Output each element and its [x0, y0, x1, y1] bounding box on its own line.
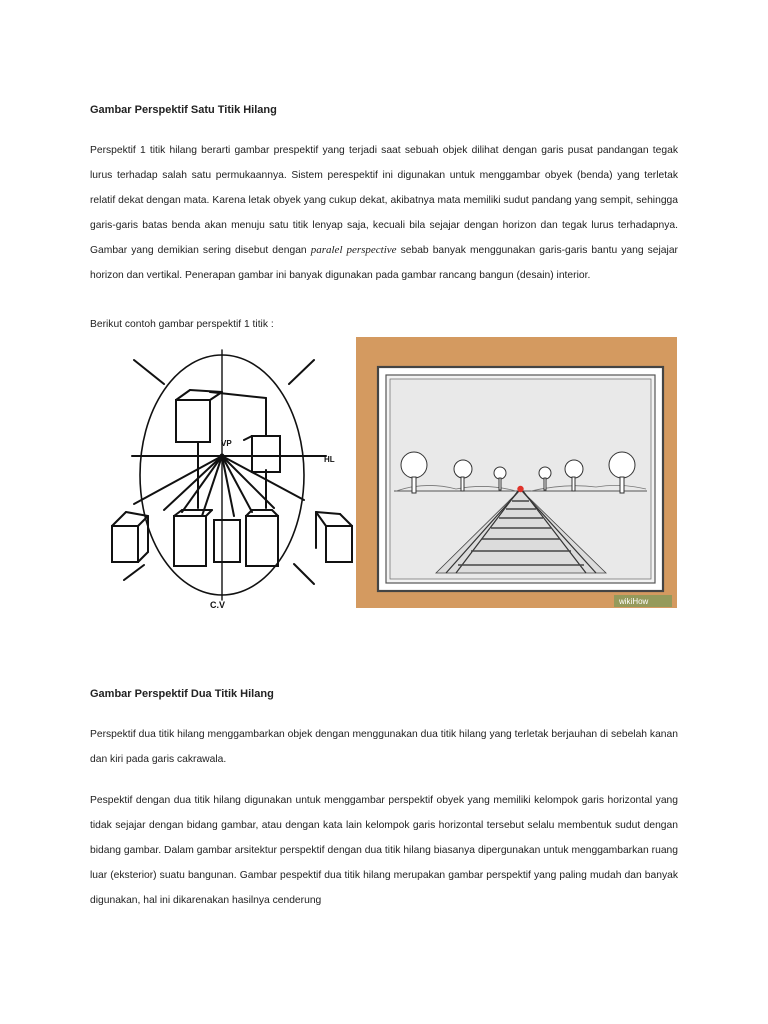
- railway-perspective-illustration: [356, 337, 677, 608]
- section1-para-text-b: sebab banyak menggunakan garis-garis bantu yang sejajar horizon dan vertikal. Penerapan gambar ini banyak digunakan pada gambar rancang bangun (desain) interior.: [90, 245, 678, 281]
- railway-drawing: [356, 337, 677, 608]
- vp-label: VP: [221, 439, 232, 448]
- cv-label: C.V: [210, 600, 226, 610]
- hl-label: HL: [324, 455, 335, 464]
- section2-title: Gambar Perspektif Dua Titik Hilang: [90, 688, 274, 700]
- sketch-drawing: [104, 340, 356, 612]
- section2-paragraph-2: Pespektif dengan dua titik hilang digunakan untuk menggambar perspektif obyek yang memiliki kelompok garis horizontal yang tidak sejajar dengan bidang gambar, atau dengan kata lain kelompok garis horizontal tersebut selalu membentuk sudut dengan bidang gambar. Dalam gambar arsitektur perspektif dengan dua titik hilang biasanya dipergunakan untuk menggambarkan ruang luar (eksterior) suatu bangunan. Gambar pespektif dua titik hilang merupakan gambar perspektif yang paling mudah dan banyak digunakan, hal ini dikarenakan hasilnya cenderung: [90, 795, 678, 906]
- section1-title: Gambar Perspektif Satu Titik Hilang: [90, 104, 277, 116]
- one-point-perspective-sketch: [104, 340, 356, 612]
- section1-paragraph: [90, 138, 678, 288]
- section2-paragraph-1: Perspektif dua titik hilang menggambarkan objek dengan menggunakan dua titik hilang yang terletak berjauhan di sebelah kanan dan kiri pada garis cakrawala.: [90, 729, 678, 765]
- paralel-perspective-term: paralel perspective: [310, 244, 397, 256]
- wikihow-watermark: wikiHow: [619, 597, 649, 606]
- example-intro-line: Berikut contoh gambar perspektif 1 titik :: [90, 319, 274, 330]
- section1-para-text-a: Perspektif 1 titik hilang berarti gambar prespektif yang terjadi saat sebuah objek dilihat dengan garis pusat pandangan tegak lurus terhadap salah satu permukaannya. Sistem perespektif ini digunakan untuk menggambar obyek (benda) yang terletak relatif dekat dengan mata. Karena letak obyek yang cukup dekat, akibatnya mata memiliki sudut pandang yang sempit, sehingga garis-garis batas benda akan menuju satu titik lenyap saja, kecuali bila sejajar dengan horizon dan tegak lurus terhadapnya. Gambar yang demikian sering disebut dengan: [90, 145, 678, 256]
